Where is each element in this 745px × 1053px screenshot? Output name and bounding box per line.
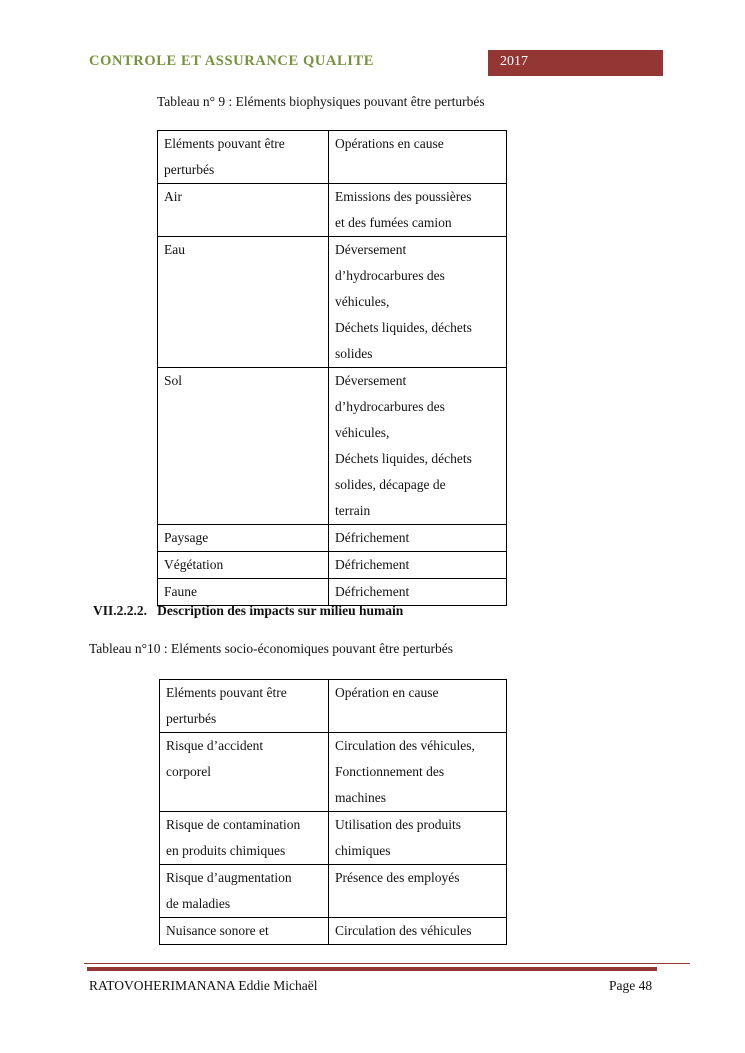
table-cell: Faune <box>158 579 329 606</box>
table-cell: Déversement d’hydrocarbures des véhicules, Déchets liquides, déchets solides, décapage de terrain <box>329 368 507 525</box>
table9-caption: Tableau n° 9 : Eléments biophysiques pouvant être perturbés <box>157 94 485 109</box>
table-cell: Circulation des véhicules <box>329 918 507 945</box>
table-cell: Végétation <box>158 552 329 579</box>
table10-caption: Tableau n°10 : Eléments socio-économiques pouvant être perturbés <box>89 641 453 656</box>
table-header-cell: Opérations en cause <box>329 131 507 184</box>
table-row <box>158 184 507 237</box>
table-cell: Circulation des véhicules, Fonctionnement des machines <box>329 733 507 812</box>
table-row <box>158 131 507 184</box>
table9 <box>157 130 507 606</box>
table10 <box>159 679 507 945</box>
table-row <box>160 680 507 733</box>
section-number: VII.2.2.2. <box>93 603 148 618</box>
table-header-cell: Opération en cause <box>329 680 507 733</box>
table-header-cell: Eléments pouvant être perturbés <box>160 680 329 733</box>
table-cell: Risque de contamination en produits chimiques <box>160 812 329 865</box>
footer-author: RATOVOHERIMANANA Eddie Michaël <box>89 978 318 993</box>
table-row <box>158 525 507 552</box>
table-cell: Risque d’accident corporel <box>160 733 329 812</box>
table-cell: Air <box>158 184 329 237</box>
table-row <box>160 812 507 865</box>
table-cell: Emissions des poussières et des fumées camion <box>329 184 507 237</box>
table-row <box>158 552 507 579</box>
table-row <box>158 579 507 606</box>
table-row <box>158 368 507 525</box>
table-cell: Défrichement <box>329 579 507 606</box>
table-cell: Présence des employés <box>329 865 507 918</box>
section-heading <box>93 603 403 619</box>
table-row <box>160 918 507 945</box>
table-row <box>160 733 507 812</box>
table-cell: Défrichement <box>329 525 507 552</box>
table-cell: Déversement d’hydrocarbures des véhicules, Déchets liquides, déchets solides <box>329 237 507 368</box>
table-cell: Utilisation des produits chimiques <box>329 812 507 865</box>
table-cell: Nuisance sonore et <box>160 918 329 945</box>
footer-rule-top <box>84 963 690 964</box>
table-row <box>160 865 507 918</box>
table-header-cell: Eléments pouvant être perturbés <box>158 131 329 184</box>
footer-rule-thick <box>87 967 657 971</box>
table-cell: Paysage <box>158 525 329 552</box>
section-title: Description des impacts sur milieu humain <box>157 603 404 618</box>
table-row <box>158 237 507 368</box>
header-year-badge: 2017 <box>488 50 663 76</box>
table-cell: Sol <box>158 368 329 525</box>
table-cell: Risque d’augmentation de maladies <box>160 865 329 918</box>
table-cell: Eau <box>158 237 329 368</box>
page-number: Page 48 <box>609 978 653 993</box>
header-title: CONTROLE ET ASSURANCE QUALITE <box>89 53 375 69</box>
table-cell: Défrichement <box>329 552 507 579</box>
